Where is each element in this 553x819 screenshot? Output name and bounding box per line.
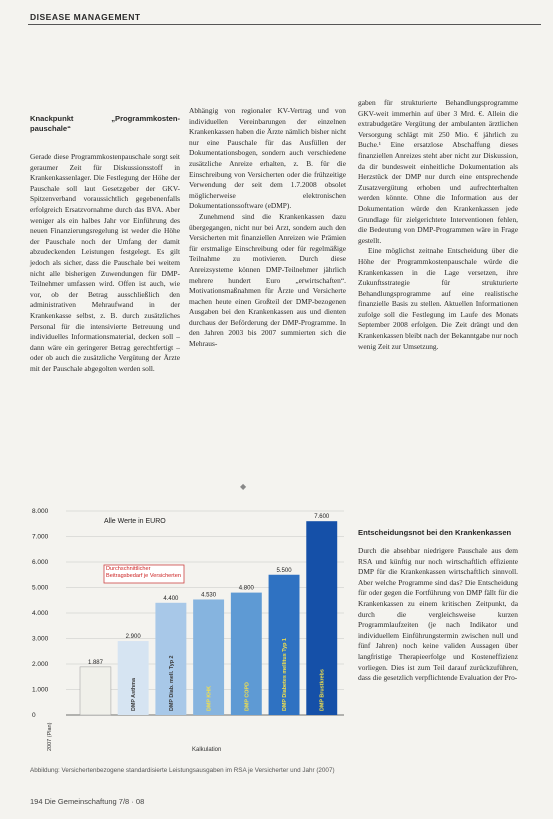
bar-value-label: 2.900: [125, 634, 141, 641]
bar-category-label: DMP Asthma: [131, 678, 138, 711]
separator-mark: ◆: [240, 482, 247, 491]
y-axis-note: 2007 (Plan): [47, 722, 53, 751]
section-heading: Entscheidungsnot bei den Krankenkassen: [358, 528, 512, 537]
chart-bars: [80, 521, 337, 715]
y-tick-label: 4.000: [32, 610, 49, 617]
bar-category-label: DMP Diab. mell. Typ 2: [168, 655, 175, 711]
paragraph: Durch die absehbar niedrigere Pauschale aus dem RSA und künftig nur noch wirtschaftlich effiziente DMP für die Krankenkassen wirtschaftlich sinnvoll. Aber welche Programme sind das? Die Entscheidung für oder gegen die Fortführung von DMP fällt für die Krankenkassen zu einem kritischen Zeitpunkt, da durch die vergleichsweise kurzen Programmlaufzeiten (je nach Indikator und individuellem Einführungstermin zwischen null und fünf Jahren) noch keine validen Aussagen über langfristige Therapieerfolge und Kosteneffizienz vorliegen. Dies ist zum Teil darauf zurückzuführen, dass die gesetzlich verpflichtende Evaluation der Pro-: [358, 546, 518, 683]
text-column-3-lower: [358, 528, 518, 684]
bar-category-label: DMP COPD: [244, 682, 251, 711]
bar-category-label: DMP Diabetes mellitus Typ 1: [282, 638, 289, 711]
header-divider: [28, 24, 541, 25]
bar: [80, 667, 111, 715]
paragraph: Gerade diese Programmkostenpauschale sorgt seit geraumer Zeit für Diskussionsstoff in Krankenkassenlager. Die Festlegung der Höhe der Pauschale soll laut Gesetzgeber der GKV-Spitzenverband voraussichtlich gegebenenfalls erfolgreich Ersatzvornahme durch das BVA. Aber weniger als ein halbes Jahr vor Einführung des neuen Finanzierungsregelung ist weder die Höhe der Pauschale noch der Umfang der damit abzudeckenden Leistungen festgelegt. Es gilt jedoch als sicher, dass die Pauschale bei weitem nicht alle bisherigen Zuwendungen für DMP-Teilnehmer umfassen wird. Offen ist auch, wie vor, ob der Betrag ausschließlich den administrativen Mehraufwand in der Krankenkasse selbst, z. B. durch zusätzliches Personal für die intensivierte Betreuung und individuelles Informationsmaterial, decken soll – dann wäre ein geringerer Betrag gerechtfertigt – oder ob auch die zusätzliche Vergütung der Ärzte mit der Pauschale abgegolten werden soll.: [30, 152, 180, 373]
bar-category-label: DMP Brustkrebs: [319, 669, 326, 711]
bar-value-label: 4.530: [201, 592, 217, 599]
bar-value-label: 1.887: [87, 659, 103, 666]
bar-chart: [22, 503, 348, 753]
y-tick-label: 2.000: [32, 661, 49, 668]
chart-subtitle: Alle Werte in EURO: [104, 518, 166, 525]
text-column-1: [30, 114, 180, 374]
paragraph: Eine möglichst zeitnahe Entscheidung über die Höhe der Programmkostenpauschale würde die Krankenkassen in die Lage versetzen, ihre Zukunftsstrategie für strukturierte Behandlungsprogramme auf eine realistische finanzielle Basis zu stellen. Aktuellen Informationen zufolge soll die Festlegung im Laufe des Monats September 2008 erfolgen. Die Zeit drängt und den Krankenkassen bleibt nach der Bekanntgabe nur noch wenig Zeit zur Umsetzung.: [358, 246, 518, 351]
y-tick-label: 0: [32, 712, 36, 719]
y-tick-label: 1.000: [32, 686, 49, 694]
paragraph: gaben für strukturierte Behandlungsprogramme GKV-weit immerhin auf über 3 Mrd. €. Allein die extrabudgetäre Vergütung der ambulanten ärztlichen Versorgung schlägt mit 250 Mio. € jährlich zu Buche.¹ Eine ersatzlose Abschaffung dieses finanziellen Anreizes steht aber nicht zur Diskussion, da dir bundesweit einheitliche Dokumentation als Herzstück der DMP nur durch eine entsprechende Zusatzvergütung erhoben und aufrechterhalten werden könnte. Ohne die Information aus der Dokumentation würde den Krankenkassen jede Grundlage für zielgerichtete Interventionen fehlen, die Bedeutung von DMP-Programmen wäre in Frage gestellt.: [358, 98, 518, 245]
bar-value-label: 5.500: [276, 567, 292, 574]
section-header: DISEASE MANAGEMENT: [30, 12, 141, 22]
y-tick-label: 3.000: [32, 635, 49, 643]
bar-value-label: 7.600: [314, 514, 330, 521]
text-column-2: [189, 106, 346, 350]
text-column-3: [358, 98, 518, 352]
paragraph: Zunehmend sind die Krankenkassen dazu übergegangen, nicht nur bei Arzt, sondern auch den Versicherten mit finanziellen Anreizen wie Prämien für erstmalige Einschreibung oder für regelmäßige Teilnahme zu motivieren. Durch diese Anreizsysteme können DMP-Teilnehmer jährlich mehrere hundert Euro „erwirtschaften“. Motivationsmaßnahmen für Ärzte und Versicherte machen heute einen Großteil der DMP-bezogenen Ausgaben bei den Krankenkassen aus und dienten durchaus der Beförderung der DMP-Programme. In den Jahren 2003 bis 2007 summierten sich die Mehraus-: [189, 211, 346, 349]
y-tick-label: 5.000: [32, 584, 49, 592]
legend-box: [104, 565, 184, 584]
bar-value-label: 4.400: [163, 595, 179, 602]
figure-caption: Abbildung: Versichertenbezogene standardisierte Leistungsausgaben im RSA je Versicherter und Jahr (2007): [30, 767, 335, 774]
x-axis-note: Kalkulation: [192, 747, 222, 753]
legend-label: Durchschnittlicher Beitragsbedarf je Versicherten: [106, 566, 181, 579]
bar-value-label: 4.800: [238, 585, 254, 592]
paragraph: Abhängig von regionaler KV-Vertrag und von individuellen Vereinbarungen der einzelnen Krankenkassen haben die Ärzte nämlich bisher nicht nur eine Pauschale für das Ausfüllen der Dokumentationsbogen, sondern auch verschiedene zusätzliche Anreize erhalten, z. B. für die Einschreibung von Versicherten oder die frühzeitige Verwendung der seit dem 1.7.2008 obsolet möglicherweise elektronischen Dokumentationssoftware (eDMP).: [189, 106, 346, 211]
section-heading: Knackpunkt „Programmkosten-pauschale“: [30, 114, 180, 133]
y-tick-label: 7.000: [32, 533, 49, 541]
bar-category-label: DMP KHK: [206, 685, 213, 711]
chart-canvas: [22, 503, 348, 753]
y-tick-label: 8.000: [32, 508, 49, 515]
y-tick-label: 6.000: [32, 559, 49, 566]
page-footer: 194 Die Gemeinschaftung 7/8 · 08: [30, 797, 145, 806]
